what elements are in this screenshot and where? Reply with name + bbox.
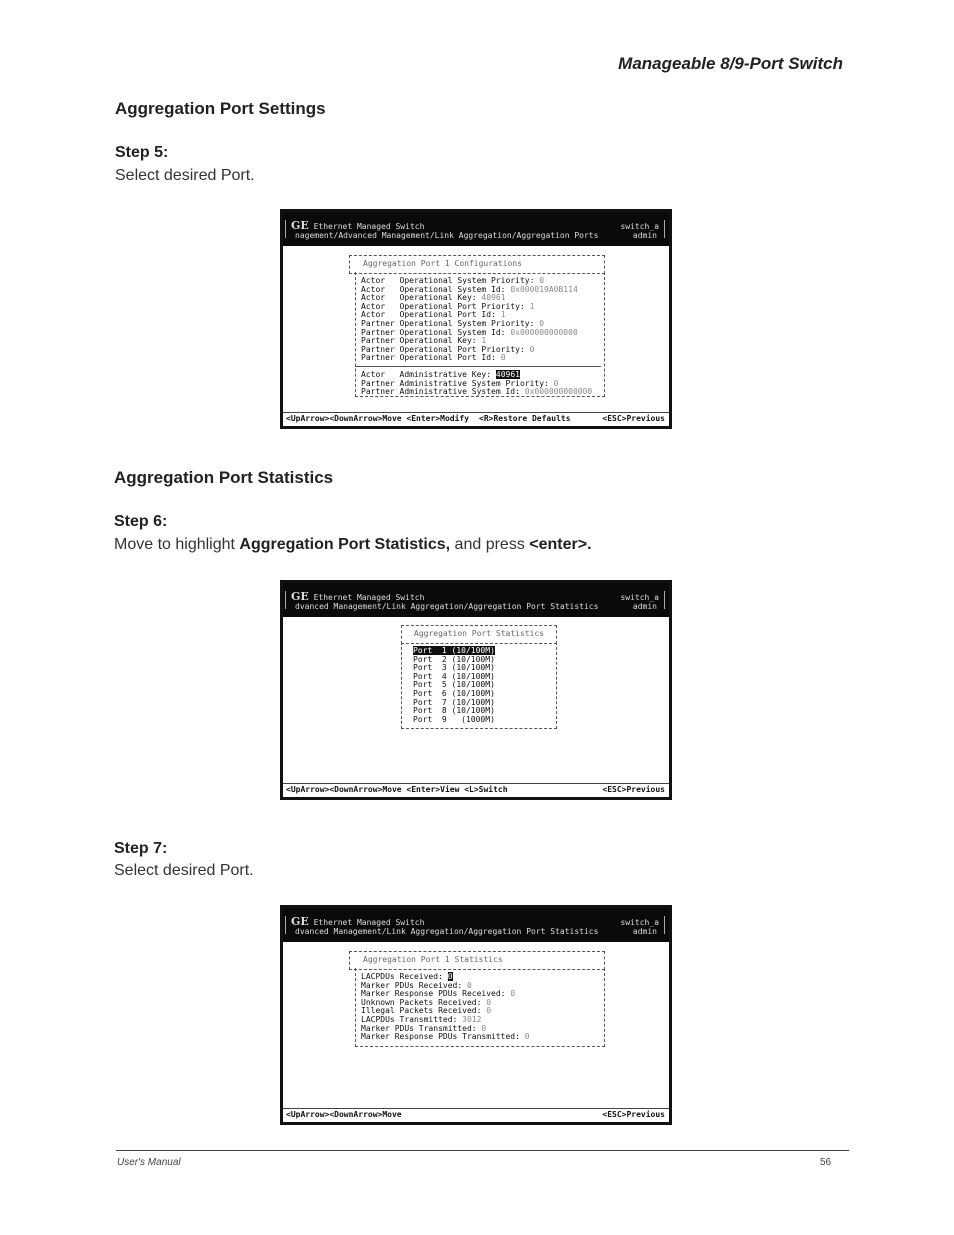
list-item[interactable]: Port 5 (10/100M) (413, 680, 495, 690)
user-name: admin (632, 231, 657, 240)
ge-logo: GE (291, 219, 309, 232)
terminal-title-bar (283, 908, 669, 942)
section-heading-port-settings: Aggregation Port Settings (115, 99, 326, 118)
footer-previous: <ESC>Previous (602, 1110, 665, 1119)
ge-logo: GE (291, 590, 309, 603)
row: Unknown Packets Received: 0 (361, 997, 492, 1007)
footer-rule (116, 1150, 849, 1151)
row[interactable]: Partner Administrative System Id: 0x000000000000 (361, 387, 593, 397)
step-7-text: Select desired Port. (114, 862, 254, 879)
row: Marker PDUs Received: 0 (361, 980, 472, 990)
row: Actor Operational System Priority: 0 (361, 276, 545, 285)
statistics-rows (361, 973, 530, 1042)
list-item[interactable]: Port 9 (1000M) (413, 714, 495, 724)
row: LACPDUs Transmitted: 3012 (361, 1014, 482, 1024)
host-name: switch_a (620, 222, 659, 231)
operational-rows (361, 277, 578, 363)
footer-previous: <ESC>Previous (602, 414, 665, 423)
section-heading-port-statistics: Aggregation Port Statistics (114, 468, 334, 487)
footer-previous: <ESC>Previous (602, 785, 665, 794)
host-name: switch_a (620, 918, 659, 927)
footer-restore: <R>Restore Defaults (479, 414, 571, 423)
row[interactable]: Partner Administrative System Priority: 0 (361, 378, 559, 388)
panel-title: Aggregation Port Statistics (414, 629, 545, 638)
row: Marker PDUs Transmitted: 0 (361, 1023, 487, 1033)
list-item[interactable]: Port 3 (10/100M) (413, 663, 495, 673)
row: Marker Response PDUs Received: 0 (361, 989, 516, 999)
terminal-screenshot-port-configurations (280, 209, 672, 429)
step-5-text: Select desired Port. (115, 167, 255, 184)
menu-path: dvanced Management/Link Aggregation/Aggregation Port Statistics (295, 927, 599, 936)
document-header-title: Manageable 8/9-Port Switch (618, 54, 843, 73)
divider (355, 366, 601, 367)
row: LACPDUs Received: 0 (361, 972, 453, 981)
selected-value[interactable]: 40961 (495, 370, 520, 379)
menu-path: dvanced Management/Link Aggregation/Aggregation Port Statistics (295, 602, 599, 611)
row: Actor Operational Key: 40961 (361, 293, 506, 303)
row: Actor Operational System Id: 0x000019A0B114 (361, 284, 578, 294)
row: Partner Operational Port Id: 0 (361, 353, 506, 363)
terminal-screenshot-port-statistics-menu (280, 580, 672, 800)
list-item[interactable]: Port 6 (10/100M) (413, 688, 495, 698)
ge-logo: GE (291, 915, 309, 928)
step-6-text: Move to highlight Aggregation Port Statistics, and press <enter>. (114, 536, 592, 553)
footer-keys: <UpArrow><DownArrow>Move <Enter>Modify (286, 414, 470, 423)
row: Illegal Packets Received: 0 (361, 1006, 492, 1016)
terminal-title-bar (283, 212, 669, 246)
footer-manual-label: User's Manual (117, 1157, 181, 1168)
panel-title: Aggregation Port 1 Configurations (363, 259, 522, 268)
row-actor-admin-key[interactable]: Actor Administrative Key: 40961 (361, 370, 520, 379)
list-item[interactable]: Port 2 (10/100M) (413, 654, 495, 664)
panel-title: Aggregation Port 1 Statistics (363, 955, 503, 964)
menu-path: nagement/Advanced Management/Link Aggregation/Aggregation Ports (295, 231, 599, 240)
list-item[interactable]: Port 7 (10/100M) (413, 697, 495, 707)
step-5-label: Step 5: (115, 144, 169, 161)
row: Partner Operational System Id: 0x000000000000 (361, 327, 578, 337)
list-item[interactable]: Port 8 (10/100M) (413, 706, 495, 716)
row: Actor Operational Port Id: 1 (361, 310, 506, 320)
footer-keys: <UpArrow><DownArrow>Move <Enter>View <L>Switch (286, 785, 508, 794)
list-item[interactable]: Port 4 (10/100M) (413, 671, 495, 681)
terminal-screenshot-port-1-statistics (280, 905, 672, 1125)
row: Actor Operational Port Priority: 1 (361, 301, 535, 311)
host-name: switch_a (620, 593, 659, 602)
page-number: 56 (820, 1157, 832, 1168)
row: Marker Response PDUs Transmitted: 0 (361, 1032, 530, 1042)
terminal-title-bar (283, 583, 669, 617)
port-list[interactable] (413, 647, 495, 724)
row: Partner Operational Port Priority: 0 (361, 344, 535, 354)
terminal-footer (283, 412, 669, 426)
step-6-label: Step 6: (114, 513, 168, 530)
terminal-footer (283, 1108, 669, 1122)
user-name: admin (632, 927, 657, 936)
user-name: admin (632, 602, 657, 611)
app-title: Ethernet Managed Switch (313, 593, 425, 602)
step-7-label: Step 7: (114, 840, 168, 857)
app-title: Ethernet Managed Switch (313, 918, 425, 927)
terminal-footer (283, 783, 669, 797)
administrative-rows[interactable] (361, 371, 592, 397)
row: Partner Operational System Priority: 0 (361, 318, 545, 328)
app-title: Ethernet Managed Switch (313, 222, 425, 231)
footer-keys: <UpArrow><DownArrow>Move (286, 1110, 402, 1119)
row: Partner Operational Key: 1 (361, 336, 487, 346)
list-item-port-1[interactable]: Port 1 (10/100M) (413, 646, 495, 655)
